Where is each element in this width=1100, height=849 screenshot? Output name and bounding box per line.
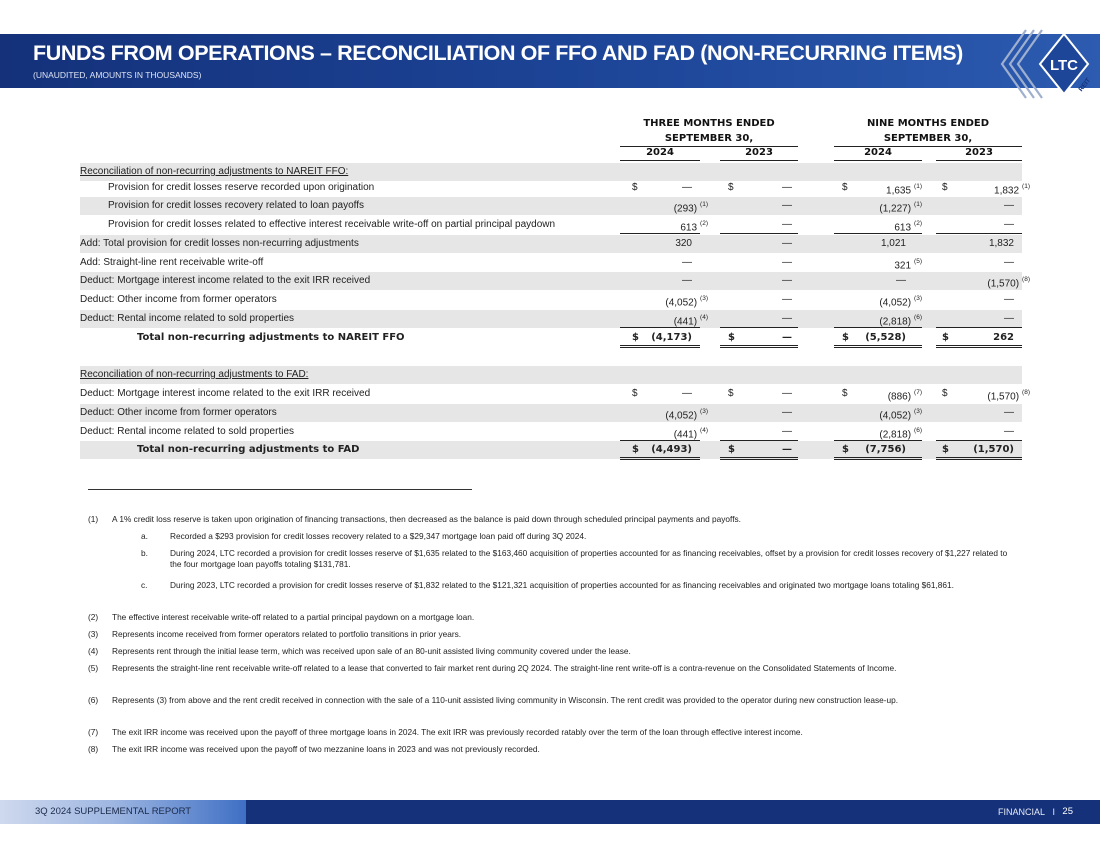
footnote-ref: (2)	[914, 220, 922, 227]
cell-value: (1,227)	[879, 203, 912, 215]
value-cell	[989, 235, 1014, 253]
section-name	[998, 807, 1055, 817]
footnote-ref: (5)	[914, 258, 922, 265]
footnote-ref: (3)	[914, 295, 922, 302]
cell-value: —	[896, 275, 906, 286]
cell-value: —	[682, 275, 692, 286]
row-label: Reconciliation of non-recurring adjustments to NAREIT FFO:	[80, 166, 349, 177]
cell-value: 613	[894, 222, 912, 234]
currency-symbol: $	[842, 182, 848, 193]
footnote-text: Represents rent through the initial lease term, which was received upon sale of an 80-unit assisted living community covered under the lease.	[112, 646, 631, 656]
col-3m-2023: 2023	[745, 147, 773, 158]
table-row	[80, 197, 1022, 215]
footnote-ref: (2)	[700, 220, 708, 227]
cell-value: (441)	[673, 429, 698, 441]
cell-value: (441)	[673, 316, 698, 328]
currency-symbol: $	[842, 332, 849, 343]
value-cell	[782, 272, 792, 290]
value-cell	[675, 235, 692, 253]
sum-rule	[834, 233, 922, 234]
footnote-ref: (4)	[700, 427, 708, 434]
table-row	[80, 385, 1030, 403]
logo-text: LTC	[1049, 57, 1079, 74]
table-row	[80, 404, 1022, 422]
page-title: FUNDS FROM OPERATIONS – RECONCILIATION OF FFO AND FAD (NON-RECURRING ITEMS)	[33, 41, 963, 65]
col-rule	[720, 160, 798, 161]
footnote-text: Represents the straight-line rent receivable write-off related to a lease that converted to fair market rent during 2Q 2024. The straight-line rent write-off is a contra-revenue on the Consolidated Statements of Income.	[112, 663, 897, 673]
cell-value: (4,052)	[879, 297, 912, 309]
total-double-rule	[936, 457, 1022, 458]
value-cell	[782, 179, 792, 197]
value-cell	[1004, 423, 1014, 441]
footnote-ref: (1)	[914, 201, 922, 208]
cell-value: (2,818)	[879, 429, 912, 441]
cell-value: —	[682, 388, 692, 399]
value-cell	[782, 216, 792, 234]
cell-value: —	[1004, 200, 1014, 211]
table-row	[80, 272, 1030, 290]
footnote-ref: (3)	[914, 408, 922, 415]
cell-value: (4,052)	[665, 297, 698, 309]
cell-value: (4,173)	[651, 332, 692, 343]
footnote-text: Recorded a $293 provision for credit losses recovery related to a $29,347 mortgage loan paid off during 3Q 2024.	[170, 531, 587, 541]
cell-value: —	[1004, 219, 1014, 230]
value-cell	[1004, 254, 1014, 272]
header-band	[0, 34, 1100, 88]
footer-band	[0, 800, 1100, 824]
three-months-line1: THREE MONTHS ENDED	[643, 118, 775, 129]
currency-symbol: $	[632, 444, 639, 455]
footnote-divider	[88, 489, 472, 490]
footnote-ref: (1)	[700, 201, 708, 208]
page-subtitle: (UNAUDITED, AMOUNTS IN THOUSANDS)	[33, 70, 202, 80]
value-cell	[782, 235, 792, 253]
page-number: 25	[1062, 806, 1073, 817]
value-cell	[782, 423, 792, 441]
value-cell	[881, 235, 906, 253]
footnote-number: c.	[141, 580, 148, 590]
footnote-number: (4)	[88, 646, 99, 656]
footnote-number: b.	[141, 548, 148, 558]
sum-rule	[720, 233, 798, 234]
row-label: Deduct: Rental income related to sold properties	[80, 426, 295, 437]
cell-value: —	[1004, 426, 1014, 437]
currency-symbol: $	[632, 332, 639, 343]
table-row	[80, 291, 1022, 309]
row-label: Add: Straight-line rent receivable write-off	[80, 257, 264, 268]
cell-value: —	[782, 332, 792, 343]
footnote-ref: (6)	[914, 314, 922, 321]
currency-symbol: $	[728, 332, 735, 343]
currency-symbol: $	[632, 388, 638, 399]
row-label: Provision for credit losses related to effective interest receivable write-off on partial principal paydown	[108, 219, 556, 230]
row-label: Deduct: Other income from former operators	[80, 294, 277, 305]
footnote-text: Represents (3) from above and the rent credit received in connection with the sale of a 110-unit assisted living community in Wisconsin. The rent credit was provided to the operator during new construction lease-up.	[112, 695, 899, 705]
table-row	[80, 235, 1022, 253]
cell-value: —	[782, 313, 792, 324]
footnote-text: The effective interest receivable write-off related to a partial principal paydown on a mortgage loan.	[112, 612, 475, 622]
cell-value: 321	[894, 260, 912, 272]
footnote-item	[88, 663, 1008, 693]
cell-value: —	[782, 275, 792, 286]
logo-sub-text: REIT	[1077, 77, 1093, 94]
total-double-rule	[834, 459, 922, 460]
value-cell	[1004, 404, 1014, 422]
cell-value: (4,052)	[665, 410, 698, 422]
cell-value: —	[782, 407, 792, 418]
value-cell	[782, 310, 792, 328]
cell-value: 1,021	[880, 238, 906, 249]
value-cell	[896, 272, 906, 290]
total-double-rule	[620, 457, 700, 458]
footnote-ref: (8)	[1022, 276, 1030, 283]
currency-symbol: $	[842, 388, 848, 399]
footnote-ref: (1)	[1022, 183, 1030, 190]
footnote-subitem	[88, 548, 1008, 578]
footnote-text: During 2023, LTC recorded a provision for credit losses reserve of $1,832 related to the $121,321 acquisition of properties accounted for as financing receivables and originated two mortgage loans totaling $61,861.	[170, 580, 954, 590]
cell-value: (2,818)	[879, 316, 912, 328]
section-row	[80, 366, 1022, 384]
table-row	[80, 179, 1030, 197]
cell-value: —	[782, 219, 792, 230]
cell-value: —	[782, 426, 792, 437]
row-label: Total non-recurring adjustments to NAREIT FFO	[137, 332, 405, 343]
row-label: Reconciliation of non-recurring adjustments to FAD:	[80, 369, 309, 380]
currency-symbol: $	[728, 444, 735, 455]
table-row	[80, 348, 1022, 366]
report-name: 3Q 2024 SUPPLEMENTAL REPORT	[35, 806, 192, 817]
footnote-number: (3)	[88, 629, 99, 639]
cell-value: —	[782, 294, 792, 305]
total-double-rule	[720, 345, 798, 346]
row-label: Provision for credit losses recovery related to loan payoffs	[108, 200, 365, 211]
cell-value: (1,570)	[973, 444, 1014, 455]
total-double-rule	[936, 459, 1022, 460]
currency-symbol: $	[942, 444, 949, 455]
cell-value: —	[782, 238, 792, 249]
footnote-ref: (6)	[914, 427, 922, 434]
nine-months-header	[834, 116, 1022, 146]
col-rule	[936, 160, 1022, 161]
footnote-number: (2)	[88, 612, 99, 622]
value-cell	[682, 179, 692, 197]
cell-value: 1,832	[988, 238, 1014, 249]
currency-symbol: $	[942, 182, 948, 193]
currency-symbol: $	[632, 182, 638, 193]
cell-value: —	[782, 200, 792, 211]
total-double-rule	[720, 457, 798, 458]
cell-value: —	[1004, 313, 1014, 324]
cell-value: 1,635	[886, 185, 912, 197]
cell-value: 262	[993, 332, 1014, 343]
nine-months-line1: NINE MONTHS ENDED	[866, 118, 990, 129]
total-double-rule	[936, 345, 1022, 346]
row-label: Total non-recurring adjustments to FAD	[137, 444, 360, 455]
row-label: Deduct: Other income from former operators	[80, 407, 277, 418]
cell-value: (5,528)	[865, 332, 906, 343]
row-label: Deduct: Mortgage interest income related to the exit IRR received	[80, 275, 371, 286]
three-months-line2: SEPTEMBER 30,	[664, 133, 754, 144]
total-double-rule	[620, 459, 700, 460]
cell-value: —	[1004, 257, 1014, 268]
cell-value: —	[782, 388, 792, 399]
value-cell	[682, 272, 692, 290]
col-rule	[834, 160, 922, 161]
footnote-text: A 1% credit loss reserve is taken upon origination of financing transactions, then decreased as the balance is paid down through scheduled principal payments and payoffs.	[112, 514, 741, 524]
section-separator: I	[1052, 807, 1055, 817]
total-double-rule	[720, 459, 798, 460]
cell-value: 320	[675, 238, 692, 249]
value-cell	[1004, 197, 1014, 215]
footnote-text: During 2024, LTC recorded a provision for credit losses reserve of $1,635 related to the $163,460 acquisition of properties accounted for as financing receivables, offset by a provision for credit losses recovery of $1,227 related to the four mortgage loan payoffs totaling $131,781.	[170, 548, 1008, 569]
cell-value: —	[682, 257, 692, 268]
cell-value: —	[682, 182, 692, 193]
sum-rule	[720, 327, 798, 328]
sum-rule	[620, 233, 700, 234]
currency-symbol: $	[942, 332, 949, 343]
footnote-ref: (3)	[700, 295, 708, 302]
footnote-text: The exit IRR income was received upon the payoff of two mezzanine loans in 2023 and was not previously recorded.	[112, 744, 540, 754]
cell-value: 1,832	[994, 185, 1020, 197]
sum-rule	[936, 327, 1022, 328]
value-cell	[782, 385, 792, 403]
row-label: Provision for credit losses reserve recorded upon origination	[108, 182, 375, 193]
footnote-number: (7)	[88, 727, 99, 737]
value-cell	[1004, 291, 1014, 309]
value-cell	[682, 254, 692, 272]
value-cell	[782, 197, 792, 215]
currency-symbol: $	[728, 182, 734, 193]
currency-symbol: $	[842, 444, 849, 455]
sum-rule	[620, 327, 700, 328]
cell-value: 613	[680, 222, 698, 234]
ltc-logo-icon	[992, 20, 1100, 108]
footnote-number: (6)	[88, 695, 99, 705]
value-cell	[1004, 216, 1014, 234]
value-cell	[782, 254, 792, 272]
total-row	[80, 441, 1022, 459]
value-cell	[682, 385, 692, 403]
cell-value: —	[1004, 407, 1014, 418]
value-cell	[1004, 310, 1014, 328]
footnote-ref: (7)	[914, 389, 922, 396]
footnote-number: (5)	[88, 663, 99, 673]
sum-rule	[834, 327, 922, 328]
col-rule	[620, 160, 700, 161]
footnote-ref: (4)	[700, 314, 708, 321]
cell-value: (293)	[673, 203, 698, 215]
footnote-number: (8)	[88, 744, 99, 754]
col-9m-2024: 2024	[864, 147, 892, 158]
table-row	[80, 310, 1022, 328]
footnote-item	[88, 695, 1008, 725]
footnote-ref: (1)	[914, 183, 922, 190]
three-months-header	[620, 116, 798, 146]
cell-value: —	[1004, 294, 1014, 305]
table-row	[80, 216, 1022, 234]
footnote-ref: (3)	[700, 408, 708, 415]
currency-symbol: $	[728, 388, 734, 399]
total-double-rule	[834, 457, 922, 458]
row-label: Add: Total provision for credit losses non-recurring adjustments	[80, 238, 359, 249]
currency-symbol: $	[942, 388, 948, 399]
cell-value: —	[782, 257, 792, 268]
total-double-rule	[620, 345, 700, 346]
col-9m-2023: 2023	[965, 147, 993, 158]
footnote-text: The exit IRR income was received upon the payoff of three mortgage loans in 2024. The exit IRR was previously recorded ratably over the term of the loan through effective interest income.	[112, 727, 803, 737]
sum-rule	[936, 233, 1022, 234]
table-row	[80, 254, 1022, 272]
cell-value: (4,052)	[879, 410, 912, 422]
cell-value: —	[782, 182, 792, 193]
cell-value: (1,570)	[987, 278, 1020, 290]
cell-value: (4,493)	[651, 444, 692, 455]
row-label: Deduct: Rental income related to sold properties	[80, 313, 295, 324]
total-double-rule	[834, 345, 922, 346]
value-cell	[782, 404, 792, 422]
row-label: Deduct: Mortgage interest income related to the exit IRR received	[80, 388, 371, 399]
footnote-ref: (8)	[1022, 389, 1030, 396]
total-row	[80, 329, 1022, 347]
footnote-item	[88, 744, 1008, 774]
cell-value: (886)	[887, 391, 912, 403]
section-label: FINANCIAL	[997, 807, 1045, 817]
nine-months-line2: SEPTEMBER 30,	[883, 133, 973, 144]
cell-value: —	[782, 444, 792, 455]
cell-value: (1,570)	[987, 391, 1020, 403]
footnote-number: (1)	[88, 514, 99, 524]
value-cell	[782, 291, 792, 309]
table-row	[80, 423, 1022, 441]
footnote-number: a.	[141, 531, 148, 541]
footnote-text: Represents income received from former operators related to portfolio transitions in prior years.	[112, 629, 462, 639]
cell-value: (7,756)	[865, 444, 906, 455]
col-3m-2024: 2024	[646, 147, 674, 158]
footnote-subitem	[88, 580, 1008, 610]
